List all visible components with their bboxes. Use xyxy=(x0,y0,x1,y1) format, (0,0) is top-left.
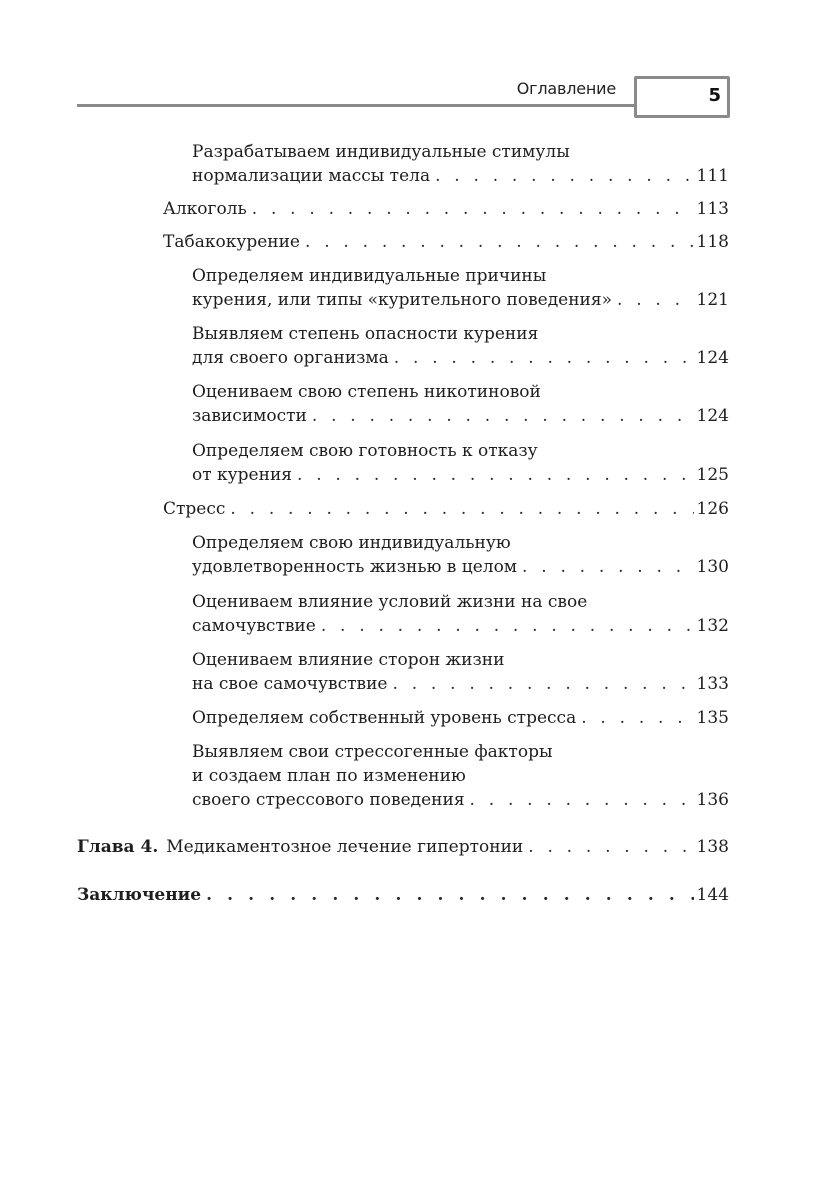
toc-entry[interactable] xyxy=(163,497,729,521)
toc-entry[interactable] xyxy=(192,648,729,696)
toc-entry-line: Оцениваем свою степень никотиновой xyxy=(192,382,541,402)
toc-entry[interactable] xyxy=(192,380,729,428)
toc-entry-line: от курения xyxy=(192,465,292,485)
toc-entry-page: 136 xyxy=(696,790,729,810)
dot-leader xyxy=(394,346,694,370)
toc-entry-page: 126 xyxy=(696,499,729,519)
toc-entry-page: 125 xyxy=(696,465,729,485)
toc-entry-line: Определяем свою индивидуальную xyxy=(192,533,511,553)
toc-entry[interactable] xyxy=(192,740,729,812)
chapter-label: Глава 4. xyxy=(77,837,159,857)
dot-leader xyxy=(581,706,693,730)
toc-entry-line: Оцениваем влияние условий жизни на свое xyxy=(192,592,588,612)
dot-leader xyxy=(252,197,694,221)
dot-leader xyxy=(206,883,693,907)
dot-leader xyxy=(617,288,694,312)
chapter-page: 138 xyxy=(696,837,729,857)
dot-leader xyxy=(321,614,694,638)
dot-leader xyxy=(435,164,693,188)
dot-leader xyxy=(312,404,694,428)
dot-leader xyxy=(230,497,693,521)
toc-entry-line: Выявляем свои стрессогенные факторы xyxy=(192,742,553,762)
toc-entry-page: 124 xyxy=(696,348,729,368)
toc-entry-page: 133 xyxy=(696,674,729,694)
toc-entry-page: 111 xyxy=(696,166,729,186)
toc-entry-line: своего стрессового поведения xyxy=(192,790,465,810)
toc-chapter-4[interactable] xyxy=(77,835,729,859)
conclusion-title: Заключение xyxy=(77,885,202,905)
toc-entry-line: Выявляем степень опасности курения xyxy=(192,324,539,344)
toc-entry-page: 118 xyxy=(696,232,729,252)
dot-leader xyxy=(522,555,694,579)
toc-entry-line: Разрабатываем индивидуальные стимулы xyxy=(192,142,570,162)
toc-entry-page: 113 xyxy=(696,199,729,219)
toc-entry-line: самочувствие xyxy=(192,616,316,636)
toc-entry-line: и создаем план по изменению xyxy=(192,766,466,786)
toc-entry[interactable] xyxy=(192,264,729,312)
chapter-title: Медикаментозное лечение гипертонии xyxy=(166,837,524,857)
header-rule xyxy=(77,104,635,107)
toc-entry-page: 130 xyxy=(696,557,729,577)
dot-leader xyxy=(297,463,694,487)
toc-entry[interactable] xyxy=(163,197,729,221)
toc-entry-line: Определяем собственный уровень стресса xyxy=(192,708,577,728)
toc-entry-line: зависимости xyxy=(192,406,307,426)
toc-entry[interactable] xyxy=(192,322,729,370)
conclusion-page: 144 xyxy=(696,885,729,905)
dot-leader xyxy=(528,835,693,859)
toc-entry[interactable] xyxy=(192,590,729,638)
toc-entry-line: Стресс xyxy=(163,499,226,519)
toc-entry-line: Определяем индивидуальные причины xyxy=(192,266,547,286)
toc-entry-page: 124 xyxy=(696,406,729,426)
dot-leader xyxy=(305,230,694,254)
toc-entry-page: 132 xyxy=(696,616,729,636)
page-number-box xyxy=(634,76,730,118)
toc-entry-line: удовлетворенность жизнью в целом xyxy=(192,557,518,577)
running-header-title: Оглавление xyxy=(516,79,616,98)
toc-entry-line: нормализации массы тела xyxy=(192,166,431,186)
toc-entry-line: Определяем свою готовность к отказу xyxy=(192,441,538,461)
toc-entry[interactable] xyxy=(163,230,729,254)
toc-entry[interactable] xyxy=(192,706,729,730)
toc-entry-line: Оцениваем влияние сторон жизни xyxy=(192,650,505,670)
page-number: 5 xyxy=(708,85,721,106)
dot-leader xyxy=(470,788,694,812)
toc-entry-page: 121 xyxy=(696,290,729,310)
toc-entry[interactable] xyxy=(192,439,729,487)
toc-entry-line: на свое самочувствие xyxy=(192,674,388,694)
toc-entry-line: Алкоголь xyxy=(163,199,247,219)
toc-entry-page: 135 xyxy=(696,708,729,728)
dot-leader xyxy=(392,672,693,696)
toc-entry-line: курения, или типы «курительного поведения» xyxy=(192,290,613,310)
toc-entry[interactable] xyxy=(192,531,729,579)
toc-entry-line: Табакокурение xyxy=(163,232,300,252)
toc-conclusion[interactable] xyxy=(77,883,729,907)
toc-entry[interactable] xyxy=(192,140,729,188)
toc-entry-line: для своего организма xyxy=(192,348,389,368)
